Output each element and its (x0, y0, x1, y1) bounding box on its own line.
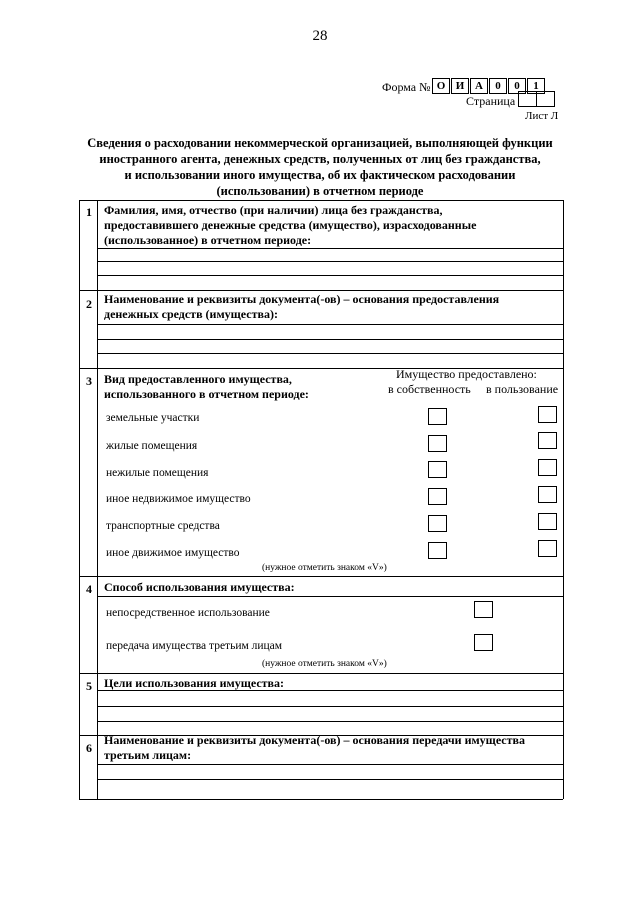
section-6-title (104, 733, 562, 763)
land-use-checkbox[interactable] (538, 406, 557, 423)
table-border-bottom (79, 799, 563, 800)
section-4-underline (97, 596, 563, 597)
nonresidential-use-checkbox[interactable] (538, 459, 557, 476)
vehicles-use-checkbox[interactable] (538, 513, 557, 530)
ownership-column-header: в собственность (388, 382, 471, 396)
title-line: и использовании иного имущества, об их фактическом расходовании (124, 168, 516, 182)
section-4-number: 4 (86, 582, 92, 596)
property-type-other-real-estate: иное недвижимое имущество (106, 493, 251, 505)
page-number-cell[interactable] (518, 91, 537, 107)
section-6-input-line[interactable] (97, 764, 563, 765)
form-code-cell: 1 (527, 78, 545, 94)
section-3-title-line: использованного в отчетном периоде: (104, 387, 309, 401)
other-real-estate-ownership-checkbox[interactable] (428, 488, 447, 505)
form-code-cell: И (451, 78, 469, 94)
residential-ownership-checkbox[interactable] (428, 435, 447, 452)
section-5-input-line[interactable] (97, 721, 563, 722)
section-divider (79, 290, 563, 291)
section-divider (79, 576, 563, 577)
form-number-label: Форма № (382, 80, 431, 94)
form-code-cell: А (470, 78, 488, 94)
section-4-note: (нужное отметить знаком «V») (262, 659, 387, 669)
other-movable-use-checkbox[interactable] (538, 540, 557, 557)
table-border-right (563, 200, 564, 799)
form-code-cell: 0 (489, 78, 507, 94)
nonresidential-ownership-checkbox[interactable] (428, 461, 447, 478)
section-2-title (104, 292, 559, 322)
title-line: (использовании) в отчетном периоде (216, 184, 424, 198)
property-type-residential: жилые помещения (106, 440, 198, 452)
page-number-cell[interactable] (536, 91, 555, 107)
section-6-title-line: третьим лицам: (104, 748, 192, 762)
other-movable-ownership-checkbox[interactable] (428, 542, 447, 559)
section-6-title-line: Наименование и реквизиты документа(-ов) – основания передачи имущества (104, 733, 525, 747)
section-5-number: 5 (86, 679, 92, 693)
use-method-transfer: передача имущества третьим лицам (106, 640, 283, 652)
page-number: 28 (312, 28, 328, 44)
section-1-input-line[interactable] (97, 261, 563, 262)
title-line: Сведения о расходовании некоммерческой организацией, выполняющей функции (87, 136, 553, 150)
section-2-input-line[interactable] (97, 353, 563, 354)
property-provided-header: Имущество предоставлено: (396, 367, 537, 381)
section-1-input-line[interactable] (97, 248, 563, 249)
document-title (70, 135, 570, 199)
section-3-number: 3 (86, 374, 92, 388)
sheet-label: Лист Л (525, 110, 559, 122)
section-2-title-line: Наименование и реквизиты документа(-ов) – основания предоставления (104, 292, 500, 306)
section-1-title-line: предоставившего денежные средства (имущество), израсходованные (104, 218, 477, 232)
section-6-number: 6 (86, 741, 92, 755)
property-type-land: земельные участки (106, 412, 200, 424)
section-3-title (104, 372, 364, 402)
section-1-title (104, 203, 559, 248)
section-1-title-line: Фамилия, имя, отчество (при наличии) лица без гражданства, (104, 203, 443, 217)
direct-use-checkbox[interactable] (474, 601, 493, 618)
section-1-title-line: (использованное) в отчетном периоде: (104, 233, 312, 247)
section-5-input-line[interactable] (97, 706, 563, 707)
form-code-cell: О (432, 78, 450, 94)
section-5-input-line[interactable] (97, 690, 563, 691)
form-code-cell: 0 (508, 78, 526, 94)
section-2-title-line: денежных средств (имущества): (104, 307, 278, 321)
section-5-title: Цели использования имущества: (104, 676, 285, 690)
section-3-note: (нужное отметить знаком «V») (262, 563, 387, 573)
section-1-number: 1 (86, 205, 92, 219)
page-field-label: Страница (466, 94, 516, 108)
table-border-top (79, 200, 563, 201)
property-type-other-movable: иное движимое имущество (106, 547, 240, 559)
section-2-input-line[interactable] (97, 339, 563, 340)
section-4-title: Способ использования имущества: (104, 580, 295, 594)
section-2-number: 2 (86, 297, 92, 311)
land-ownership-checkbox[interactable] (428, 408, 447, 425)
section-3-title-line: Вид предоставленного имущества, (104, 372, 292, 386)
vehicles-ownership-checkbox[interactable] (428, 515, 447, 532)
residential-use-checkbox[interactable] (538, 432, 557, 449)
transfer-third-parties-checkbox[interactable] (474, 634, 493, 651)
section-2-input-line[interactable] (97, 324, 563, 325)
property-type-vehicles: транспортные средства (106, 520, 220, 532)
section-1-input-line[interactable] (97, 275, 563, 276)
section-divider (79, 673, 563, 674)
use-method-direct: непосредственное использование (106, 607, 270, 619)
other-real-estate-use-checkbox[interactable] (538, 486, 557, 503)
use-column-header: в пользование (486, 382, 559, 396)
property-type-nonresidential: нежилые помещения (106, 467, 209, 479)
section-6-input-line[interactable] (97, 779, 563, 780)
title-line: иностранного агента, денежных средств, полученных от лиц без гражданства, (99, 152, 541, 166)
